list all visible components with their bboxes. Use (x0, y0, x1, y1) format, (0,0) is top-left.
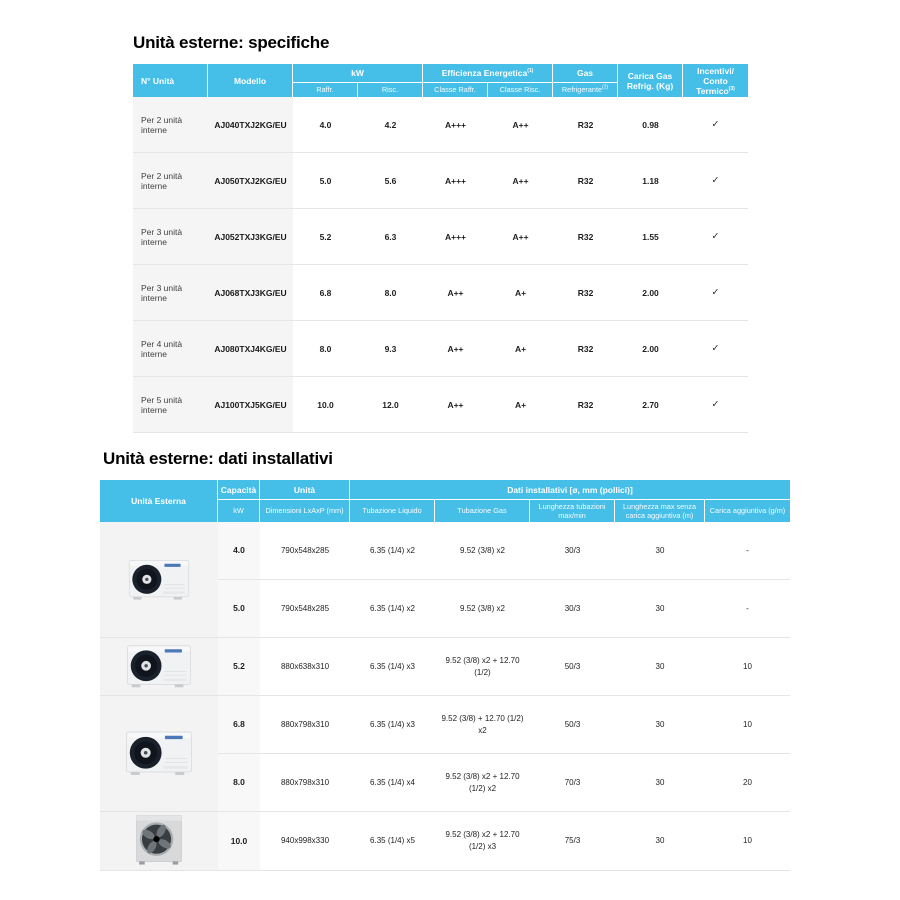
max-length-no-charge-cell: 30 (615, 580, 705, 638)
installation-row (100, 696, 790, 754)
gas-charge-cell: 1.18 (618, 153, 683, 209)
kw-cooling-cell: 5.2 (293, 209, 358, 265)
footnote-2-marker: (2) (602, 85, 609, 92)
installation-table (100, 480, 790, 871)
spec-row (133, 377, 748, 433)
specs-section (133, 33, 748, 433)
kw-cooling-cell: 5.0 (293, 153, 358, 209)
specs-table-body (133, 97, 748, 433)
outdoor-unit-large-image (100, 696, 218, 812)
liquid-pipe-cell: 6.35 (1/4) x3 (350, 638, 435, 696)
unit-count-cell: Per 5 unità interne (133, 377, 208, 433)
unit-count-cell: Per 2 unità interne (133, 153, 208, 209)
liquid-pipe-cell: 6.35 (1/4) x5 (350, 812, 435, 871)
class-cooling-cell: A++ (423, 377, 488, 433)
kw-heating-cell: 6.3 (358, 209, 423, 265)
additional-charge-cell: - (705, 580, 790, 638)
unit-count-cell: Per 2 unità interne (133, 97, 208, 153)
gas-pipe-cell: 9.52 (3/8) x2 + 12.70 (1/2) x2 (435, 754, 530, 812)
gas-pipe-cell: 9.52 (3/8) + 12.70 (1/2) x2 (435, 696, 530, 754)
outdoor-unit-xl-image (100, 812, 218, 871)
header-incentives (683, 64, 748, 97)
class-cooling-cell: A+++ (423, 209, 488, 265)
header-unit-count: N° Unità (133, 64, 208, 97)
specs-title: Unità esterne: specifiche (133, 33, 330, 52)
installation-row (100, 812, 790, 871)
additional-charge-cell: 10 (705, 812, 790, 871)
outdoor-unit-small-image (100, 522, 218, 638)
refrigerant-cell: R32 (553, 209, 618, 265)
incentive-check-cell: ✓ (683, 377, 748, 433)
max-length-no-charge-cell: 30 (615, 522, 705, 580)
pipe-length-cell: 75/3 (530, 812, 615, 871)
liquid-pipe-cell: 6.35 (1/4) x4 (350, 754, 435, 812)
header-liquid-pipe: Tubazione Liquido (350, 500, 435, 522)
class-cooling-cell: A++ (423, 265, 488, 321)
header-incentives-label: Conto Termico (696, 75, 729, 96)
class-heating-cell: A++ (488, 153, 553, 209)
header-incentives-line2 (685, 76, 746, 96)
pipe-length-cell: 50/3 (530, 638, 615, 696)
liquid-pipe-cell: 6.35 (1/4) x2 (350, 580, 435, 638)
pipe-length-cell: 70/3 (530, 754, 615, 812)
capacity-cell: 5.0 (218, 580, 260, 638)
dimensions-cell: 790x548x285 (260, 580, 350, 638)
dimensions-cell: 790x548x285 (260, 522, 350, 580)
pipe-length-cell: 50/3 (530, 696, 615, 754)
gas-pipe-cell: 9.52 (3/8) x2 + 12.70 (1/2) (435, 638, 530, 696)
additional-charge-cell: 10 (705, 696, 790, 754)
header-additional-charge: Carica aggiuntiva (g/m) (705, 500, 790, 522)
gas-pipe-cell: 9.52 (3/8) x2 + 12.70 (1/2) x3 (435, 812, 530, 871)
specs-table-header (133, 64, 748, 97)
header-gas-charge-line2: Refrig. (Kg) (626, 80, 674, 91)
class-cooling-cell: A+++ (423, 153, 488, 209)
incentive-check-cell: ✓ (683, 265, 748, 321)
gas-charge-cell: 1.55 (618, 209, 683, 265)
class-cooling-cell: A++ (423, 321, 488, 377)
model-cell: AJ068TXJ3KG/EU (208, 265, 293, 321)
gas-charge-cell: 0.98 (618, 97, 683, 153)
header-model: Modello (208, 64, 293, 97)
header-installation-data-group: Dati installativi [ø, mm (pollici)] (350, 480, 790, 500)
gas-pipe-cell: 9.52 (3/8) x2 (435, 522, 530, 580)
spec-row (133, 209, 748, 265)
refrigerant-cell: R32 (553, 153, 618, 209)
capacity-cell: 4.0 (218, 522, 260, 580)
class-heating-cell: A+ (488, 265, 553, 321)
kw-cooling-cell: 6.8 (293, 265, 358, 321)
header-gas-pipe: Tubazione Gas (435, 500, 530, 522)
capacity-cell: 10.0 (218, 812, 260, 871)
model-cell: AJ050TXJ2KG/EU (208, 153, 293, 209)
pipe-length-cell: 30/3 (530, 522, 615, 580)
class-heating-cell: A+ (488, 377, 553, 433)
header-energy-efficiency (423, 64, 553, 83)
header-energy-efficiency-label: Efficienza Energetica (441, 68, 528, 78)
header-dimensions: Dimensioni LxAxP (mm) (260, 500, 350, 522)
class-heating-cell: A++ (488, 209, 553, 265)
gas-pipe-cell: 9.52 (3/8) x2 (435, 580, 530, 638)
installation-row (100, 522, 790, 580)
header-gas-charge-line1: Carica Gas (627, 70, 673, 81)
liquid-pipe-cell: 6.35 (1/4) x2 (350, 522, 435, 580)
unit-count-cell: Per 4 unità interne (133, 321, 208, 377)
liquid-pipe-cell: 6.35 (1/4) x3 (350, 696, 435, 754)
header-incentives-line1: Incentivi/ (697, 65, 734, 76)
header-refrigerant (553, 83, 618, 97)
installation-table-header (100, 480, 790, 522)
max-length-no-charge-cell: 30 (615, 638, 705, 696)
header-heating-kw: Risc. (358, 83, 423, 97)
kw-heating-cell: 8.0 (358, 265, 423, 321)
header-unit: Unità (260, 480, 350, 500)
unit-count-cell: Per 3 unità interne (133, 265, 208, 321)
class-heating-cell: A++ (488, 97, 553, 153)
capacity-cell: 8.0 (218, 754, 260, 812)
class-cooling-cell: A+++ (423, 97, 488, 153)
capacity-cell: 5.2 (218, 638, 260, 696)
capacity-cell: 6.8 (218, 696, 260, 754)
incentive-check-cell: ✓ (683, 209, 748, 265)
installation-title: Unità esterne: dati installativi (103, 449, 333, 468)
header-capacity-kw: kW (218, 500, 260, 522)
additional-charge-cell: 20 (705, 754, 790, 812)
installation-table-body (100, 522, 790, 871)
pipe-length-cell: 30/3 (530, 580, 615, 638)
dimensions-cell: 880x638x310 (260, 638, 350, 696)
kw-cooling-cell: 10.0 (293, 377, 358, 433)
header-outdoor-unit: Unità Esterna (100, 480, 218, 522)
class-heating-cell: A+ (488, 321, 553, 377)
max-length-no-charge-cell: 30 (615, 754, 705, 812)
kw-heating-cell: 9.3 (358, 321, 423, 377)
spec-row (133, 153, 748, 209)
additional-charge-cell: - (705, 522, 790, 580)
header-cooling-kw: Raffr. (293, 83, 358, 97)
model-cell: AJ080TXJ4KG/EU (208, 321, 293, 377)
max-length-no-charge-cell: 30 (615, 696, 705, 754)
header-max-length-no-charge: Lunghezza max senza carica aggiuntiva (m) (615, 500, 705, 522)
kw-heating-cell: 12.0 (358, 377, 423, 433)
header-capacity: Capacità (218, 480, 260, 500)
header-kw-group: kW (293, 64, 423, 83)
gas-charge-cell: 2.00 (618, 321, 683, 377)
incentive-check-cell: ✓ (683, 321, 748, 377)
model-cell: AJ100TXJ5KG/EU (208, 377, 293, 433)
model-cell: AJ040TXJ2KG/EU (208, 97, 293, 153)
gas-charge-cell: 2.00 (618, 265, 683, 321)
kw-cooling-cell: 4.0 (293, 97, 358, 153)
header-gas: Gas (553, 64, 618, 83)
refrigerant-cell: R32 (553, 321, 618, 377)
incentive-check-cell: ✓ (683, 153, 748, 209)
kw-heating-cell: 4.2 (358, 97, 423, 153)
spec-row (133, 265, 748, 321)
dimensions-cell: 880x798x310 (260, 696, 350, 754)
kw-cooling-cell: 8.0 (293, 321, 358, 377)
kw-heating-cell: 5.6 (358, 153, 423, 209)
header-pipe-length: Lunghezza tubazioni max/min (530, 500, 615, 522)
footnote-1-marker: (1) (527, 68, 534, 75)
specs-table (133, 64, 748, 433)
header-cooling-class: Classe Raffr. (423, 83, 488, 97)
installation-section (100, 449, 790, 871)
spec-row (133, 321, 748, 377)
header-gas-charge (618, 64, 683, 97)
header-heating-class: Classe Risc. (488, 83, 553, 97)
spec-row (133, 97, 748, 153)
model-cell: AJ052TXJ3KG/EU (208, 209, 293, 265)
dimensions-cell: 940x998x330 (260, 812, 350, 871)
outdoor-unit-medium-image (100, 638, 218, 696)
installation-row (100, 638, 790, 696)
incentive-check-cell: ✓ (683, 97, 748, 153)
refrigerant-cell: R32 (553, 265, 618, 321)
header-refrigerant-label: Refrigerante (561, 85, 603, 95)
additional-charge-cell: 10 (705, 638, 790, 696)
footnote-3-marker: (3) (728, 85, 735, 92)
gas-charge-cell: 2.70 (618, 377, 683, 433)
refrigerant-cell: R32 (553, 377, 618, 433)
refrigerant-cell: R32 (553, 97, 618, 153)
dimensions-cell: 880x798x310 (260, 754, 350, 812)
max-length-no-charge-cell: 30 (615, 812, 705, 871)
unit-count-cell: Per 3 unità interne (133, 209, 208, 265)
